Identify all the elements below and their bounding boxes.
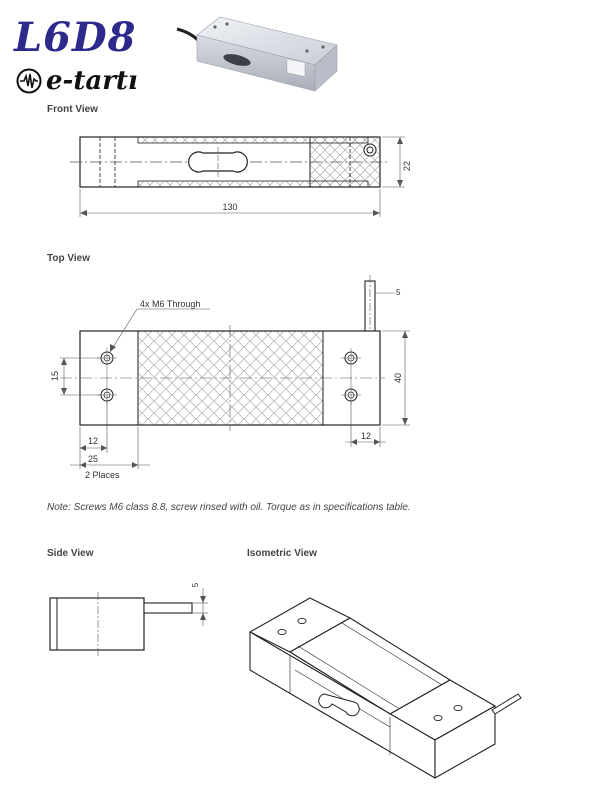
side-dim-cable: 5 [191, 582, 200, 588]
top-dim-left-25: 25 [87, 454, 99, 464]
top-view-title: Top View [47, 253, 90, 264]
product-photo [175, 5, 345, 97]
front-view-title: Front View [47, 104, 98, 115]
top-places: 2 Places [85, 470, 120, 480]
top-dim-right-12: 12 [360, 431, 372, 441]
top-dim-left-12: 12 [87, 436, 99, 446]
iso-view-drawing [240, 590, 530, 785]
brand-name: e-tartı [46, 66, 138, 96]
front-dim-length: 130 [222, 202, 238, 212]
iso-view-title: Isometric View [247, 548, 317, 559]
waveform-icon [16, 68, 42, 94]
top-dim-cable: 5 [396, 288, 401, 297]
top-view-drawing [40, 275, 430, 485]
top-dim-hole-spacing: 15 [50, 370, 60, 382]
front-dim-height: 22 [402, 160, 412, 172]
top-hole-label: 4x M6 Through [140, 299, 201, 309]
side-view-drawing [40, 570, 220, 660]
top-dim-width: 40 [393, 372, 403, 384]
note-text: Note: Screws M6 class 8.8, screw rinsed with oil. Torque as in specifications table. [47, 502, 411, 513]
brand-logo [16, 66, 138, 96]
front-view-drawing [60, 115, 420, 225]
side-view-title: Side View [47, 548, 94, 559]
model-title: L6D8 [14, 14, 137, 61]
